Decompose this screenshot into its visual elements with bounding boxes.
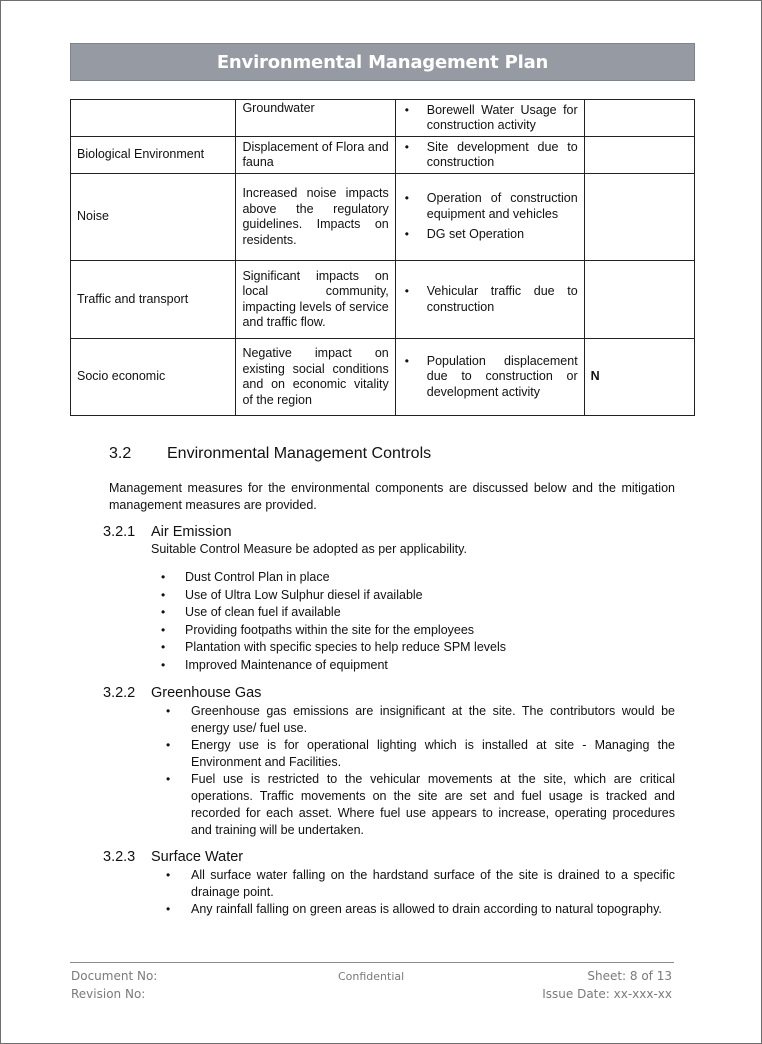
impact-text: Displacement of Flora and fauna	[242, 139, 389, 169]
section-title: Environmental Management Controls	[167, 445, 432, 462]
table-row	[71, 137, 695, 174]
environmental-impact-table	[70, 99, 695, 416]
sources-list	[402, 284, 578, 315]
impact-cell	[236, 137, 395, 174]
list-item	[161, 639, 506, 657]
list-item-text: Greenhouse gas emissions are insignificant at the site. The contributors would be energy use/ fuel use.	[191, 704, 675, 735]
list-item	[161, 569, 506, 587]
bullet-icon: •	[166, 902, 171, 916]
aspect-cell: Socio economic	[71, 339, 236, 416]
footer-sheet-number: Sheet: 8 of 13	[587, 969, 672, 983]
footer-document-no: Document No:	[71, 969, 158, 983]
footer-issue-date: Issue Date: xx-xxx-xx	[542, 987, 672, 1001]
footer-revision-no: Revision No:	[71, 987, 146, 1001]
list-item-text: Site development due to construction	[426, 139, 578, 169]
table-row	[71, 174, 695, 261]
bullet-icon: •	[161, 587, 166, 602]
list-item	[402, 103, 578, 134]
list-item-text: Vehicular traffic due to construction	[426, 284, 578, 314]
impact-text: Increased noise impacts above the regulatory guidelines. Impacts on residents.	[242, 186, 389, 247]
list-item-text: Use of clean fuel if available	[185, 605, 341, 619]
sources-list	[402, 103, 578, 134]
footer-divider	[70, 962, 674, 963]
list-item-text: DG set Operation	[426, 227, 525, 242]
table-row	[71, 261, 695, 339]
bullet-icon: •	[404, 284, 409, 298]
flag-cell	[584, 174, 694, 261]
list-item-text: Dust Control Plan in place	[185, 570, 330, 584]
list-item	[402, 354, 578, 401]
bullet-icon: •	[404, 227, 409, 242]
table-row	[71, 339, 695, 416]
sources-list	[402, 191, 578, 243]
list-item	[402, 284, 578, 315]
table-row	[71, 100, 695, 137]
impact-text: Negative impact on existing social conditions and on economic vitality of the region	[242, 346, 389, 407]
bullet-icon: •	[161, 657, 166, 672]
impact-cell	[236, 174, 395, 261]
bullet-icon: •	[404, 102, 409, 117]
impact-cell	[236, 339, 395, 416]
bullet-icon: •	[166, 868, 171, 882]
section-title: Surface Water	[151, 849, 244, 865]
list-item-text: All surface water falling on the hardstand surface of the site is drained to a specific drainage point.	[191, 868, 675, 899]
section-number: 3.2.2	[103, 685, 136, 701]
bullet-icon: •	[404, 353, 409, 368]
sources-cell	[395, 100, 584, 137]
section-heading-3-2-2	[103, 685, 261, 701]
sources-cell	[395, 339, 584, 416]
list-item	[166, 867, 675, 901]
list-item	[161, 657, 506, 675]
list-item	[402, 191, 578, 222]
greenhouse-gas-list	[166, 703, 675, 839]
impact-text: Significant impacts on local community, impacting levels of service and traffic flow.	[242, 268, 389, 329]
sources-cell	[395, 137, 584, 174]
sources-list	[402, 140, 578, 171]
flag-cell	[584, 261, 694, 339]
list-item-text: Improved Maintenance of equipment	[185, 657, 388, 672]
list-item	[402, 140, 578, 171]
list-item-text: Energy use is for operational lighting which is installed at site - Managing the Environment and Facilities.	[191, 738, 675, 769]
flag-cell: N	[584, 339, 694, 416]
section-heading-3-2-3	[103, 849, 243, 865]
document-title: Environmental Management Plan	[216, 51, 549, 73]
bullet-icon: •	[404, 139, 409, 154]
bullet-icon: •	[404, 191, 409, 206]
section-title: Greenhouse Gas	[151, 685, 262, 701]
aspect-cell: Traffic and transport	[71, 261, 236, 339]
section-number: 3.2.3	[103, 849, 136, 865]
aspect-cell: Noise	[71, 174, 236, 261]
bullet-icon: •	[166, 704, 171, 718]
section-number: 3.2	[109, 445, 132, 462]
footer-confidential: Confidential	[338, 970, 405, 983]
list-item	[161, 604, 506, 622]
bullet-icon: •	[166, 738, 171, 752]
section-heading-3-2-1	[103, 524, 232, 540]
bullet-icon: •	[161, 570, 166, 584]
sources-cell	[395, 174, 584, 261]
document-title-bar	[70, 43, 695, 81]
sources-cell	[395, 261, 584, 339]
list-item-text: Use of Ultra Low Sulphur diesel if available	[185, 587, 423, 602]
list-item-text: Plantation with specific species to help reduce SPM levels	[185, 640, 506, 654]
sources-list	[402, 354, 578, 401]
list-item-text: Population displacement due to construction or development activity	[426, 353, 578, 399]
section-number: 3.2.1	[103, 524, 136, 540]
list-item-text: Borewell Water Usage for construction activity	[426, 102, 578, 132]
list-item	[166, 703, 675, 737]
list-item	[402, 227, 578, 243]
air-emission-list	[161, 569, 506, 674]
bullet-icon: •	[161, 640, 166, 654]
list-item-text: Providing footpaths within the site for the employees	[185, 622, 475, 637]
flag-cell	[584, 137, 694, 174]
impact-text: Groundwater	[242, 101, 315, 115]
list-item	[161, 622, 506, 640]
aspect-cell	[71, 100, 236, 137]
impact-cell	[236, 100, 395, 137]
bullet-icon: •	[161, 605, 166, 619]
section-intro-paragraph: Management measures for the environmental components are discussed below and the mitigation management measures are provided.	[109, 481, 675, 512]
section-title: Air Emission	[151, 524, 232, 540]
list-item	[161, 587, 506, 605]
bullet-icon: •	[161, 622, 166, 637]
surface-water-list	[166, 867, 675, 918]
list-item	[166, 771, 675, 839]
list-item-text: Fuel use is restricted to the vehicular movements at the site, which are critical operations. Traffic movements on the site are set and fuel usage is tracked and recorded for each asset. Where fuel use appears to increase, operating procedures and training will be undertaken.	[191, 772, 675, 837]
flag-cell	[584, 100, 694, 137]
list-item-text: Operation of construction equipment and vehicles	[426, 191, 578, 221]
list-item	[166, 737, 675, 771]
section-heading-3-2	[109, 445, 431, 463]
impact-cell	[236, 261, 395, 339]
list-item-text: Any rainfall falling on green areas is allowed to drain according to natural topography.	[191, 902, 662, 916]
aspect-cell: Biological Environment	[71, 137, 236, 174]
list-item	[166, 901, 675, 918]
air-emission-intro: Suitable Control Measure be adopted as per applicability.	[151, 542, 467, 556]
bullet-icon: •	[166, 772, 171, 786]
